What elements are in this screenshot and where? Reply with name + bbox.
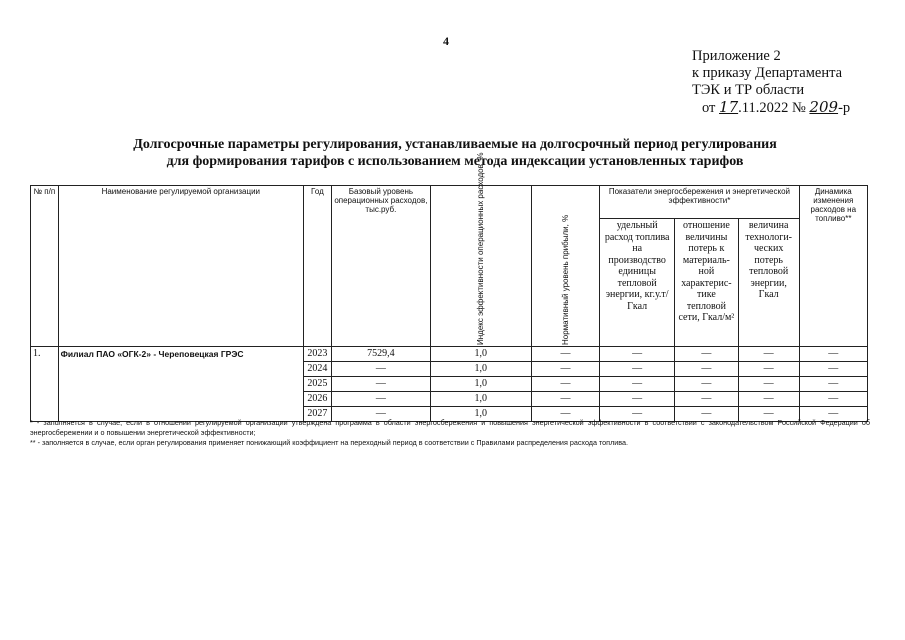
handwritten-order-number: 209 [809, 98, 839, 116]
base-level-cell: — [331, 362, 430, 377]
profit-cell: — [531, 362, 600, 377]
profit-cell: — [531, 407, 600, 422]
order-suffix: -р [838, 100, 851, 116]
org-number: 1. [31, 347, 59, 422]
profit-cell: — [531, 392, 600, 407]
base-level-cell: — [331, 407, 430, 422]
date-prefix: от [702, 100, 716, 116]
title-line-1: Долгосрочные параметры регулирования, устанавливаемые на долгосрочный период регулирования [133, 137, 777, 152]
fuel-dynamics-cell: — [799, 347, 867, 362]
year-cell: 2023 [303, 347, 331, 362]
appendix-block [692, 48, 850, 117]
profit-cell: — [531, 377, 600, 392]
header-energy-group: Показатели энергосбережения и энергетической эффективности* [600, 186, 799, 219]
tech-losses-cell: — [738, 347, 799, 362]
index-cell: 1,0 [430, 377, 531, 392]
header-organization: Наименование регулируемой организации [58, 186, 303, 347]
specific-fuel-cell: — [600, 392, 675, 407]
index-cell: 1,0 [430, 347, 531, 362]
loss-ratio-cell: — [675, 362, 739, 377]
year-cell: 2025 [303, 377, 331, 392]
specific-fuel-cell: — [600, 377, 675, 392]
title-line-2: для формирования тарифов с использованием метода индексации установленных тарифов [166, 154, 744, 169]
footnote-1: * - заполняется в случае, если в отношении регулируемой организации утверждена программа в области энергосбережения и повышения энергетической эффективности в соответствии с законодательством Российской Федерации об энергосбережении и о повышении энергетической эффективности; [30, 418, 870, 437]
loss-ratio-cell: — [675, 377, 739, 392]
footnotes [30, 418, 870, 448]
base-level-cell: 7529,4 [331, 347, 430, 362]
table-row [31, 347, 868, 362]
index-cell: 1,0 [430, 407, 531, 422]
header-tech-losses: величина технологи-ческих потерь тепловой энергии, Гкал [738, 219, 799, 347]
header-profit-cell [531, 186, 600, 347]
footnote-2: ** - заполняется в случае, если орган регулирования применяет понижающий коэффициент на переходный период в соответствии с Правилами распределения расхода топлива. [30, 438, 629, 447]
year-cell: 2027 [303, 407, 331, 422]
org-name: Филиал ПАО «ОГК-2» - Череповецкая ГРЭС [58, 347, 303, 422]
page-number: 4 [443, 34, 449, 48]
tech-losses-cell: — [738, 407, 799, 422]
header-specific-fuel: удельный расход топлива на производство единицы тепловой энергии, кг.у.т/Гкал [600, 219, 675, 347]
tech-losses-cell: — [738, 377, 799, 392]
header-profit-level: Нормативный уровень прибыли, % [561, 214, 570, 345]
date-rest: .11.2022 № [738, 100, 806, 116]
base-level-cell: — [331, 392, 430, 407]
header-loss-ratio: отношение величины потерь к материаль-ной характерис-тике тепловой сети, Гкал/м² [675, 219, 739, 347]
fuel-dynamics-cell: — [799, 407, 867, 422]
year-cell: 2026 [303, 392, 331, 407]
year-cell: 2024 [303, 362, 331, 377]
header-year: Год [303, 186, 331, 347]
specific-fuel-cell: — [600, 362, 675, 377]
tech-losses-cell: — [738, 362, 799, 377]
document-title [60, 136, 850, 170]
loss-ratio-cell: — [675, 347, 739, 362]
fuel-dynamics-cell: — [799, 362, 867, 377]
tech-losses-cell: — [738, 392, 799, 407]
fuel-dynamics-cell: — [799, 377, 867, 392]
appendix-line-1: Приложение 2 [692, 48, 781, 64]
loss-ratio-cell: — [675, 407, 739, 422]
specific-fuel-cell: — [600, 347, 675, 362]
header-number: № п/п [31, 186, 59, 347]
fuel-dynamics-cell: — [799, 392, 867, 407]
header-fuel-dynamics: Динамика изменения расходов на топливо** [799, 186, 867, 347]
header-efficiency-index-cell [430, 152, 531, 347]
appendix-line-3: ТЭК и ТР области [692, 82, 805, 98]
index-cell: 1,0 [430, 392, 531, 407]
header-efficiency-index: Индекс эффективности операционных расходов, % [476, 152, 486, 345]
profit-cell: — [531, 347, 600, 362]
index-cell: 1,0 [430, 362, 531, 377]
loss-ratio-cell: — [675, 392, 739, 407]
appendix-line-2: к приказу Департамента [692, 65, 843, 81]
handwritten-day: 17 [719, 98, 739, 116]
appendix-date-line [692, 99, 850, 117]
specific-fuel-cell: — [600, 407, 675, 422]
header-base-level: Базовый уровень операционных расходов, тыс.руб. [331, 186, 430, 347]
base-level-cell: — [331, 377, 430, 392]
